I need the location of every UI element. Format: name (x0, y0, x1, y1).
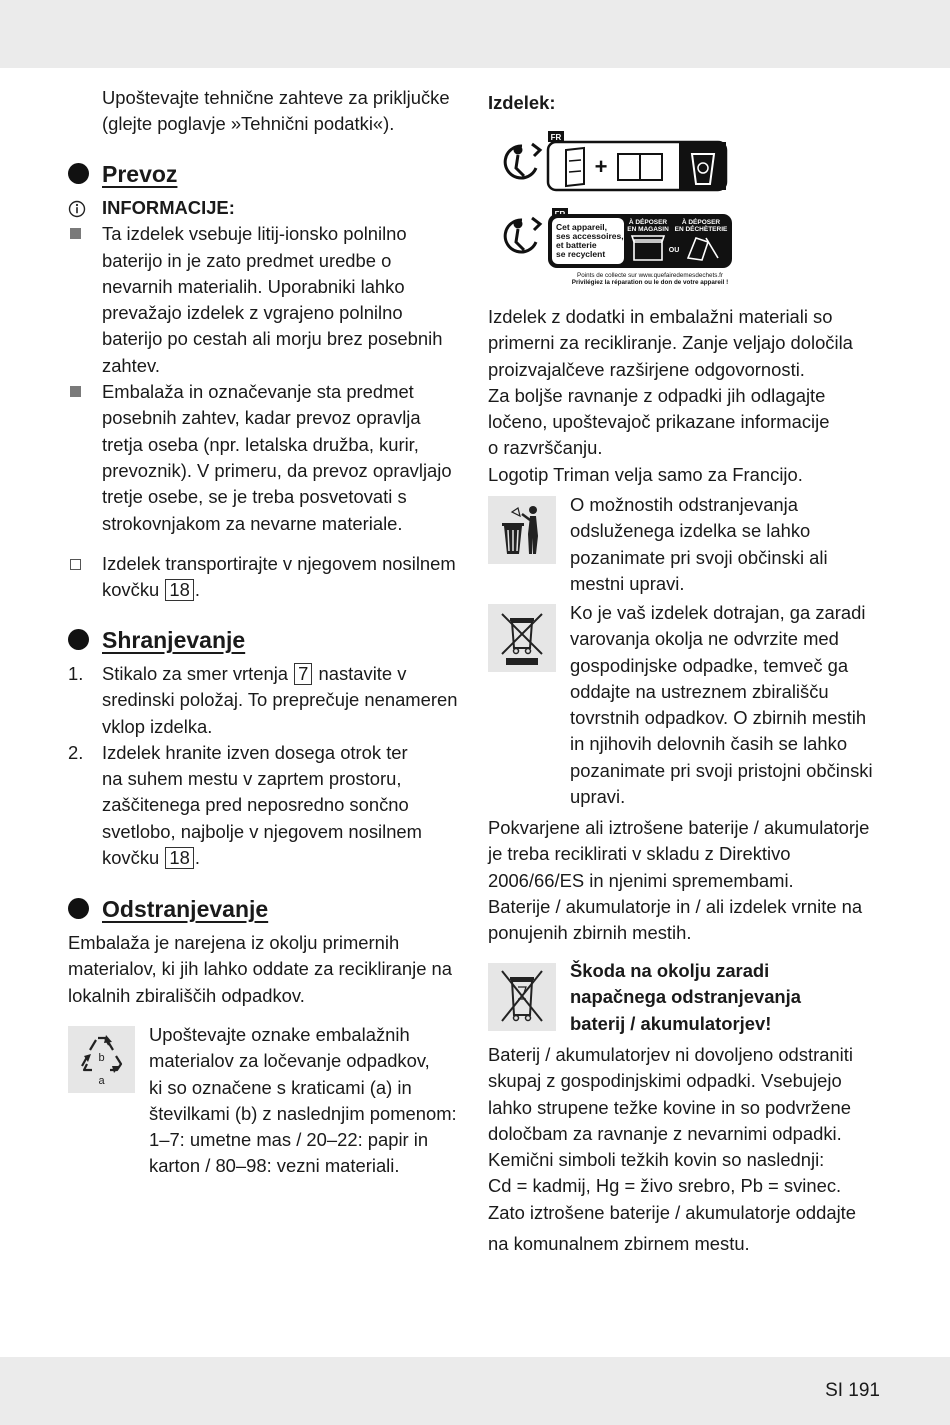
bullet-dot-icon (68, 163, 89, 184)
warning-heading: Škoda na okolju zaradi napačnega odstranjevanja baterij / akumulatorjev! (570, 960, 801, 1034)
recycling-paragraph: Izdelek z dodatki in embalažni materiali so primerni za recikliranje. Zanje veljajo določila proizvajalčeve razširjene odgovornosti. Za boljše ravnanje z odpadki jih odlagajte ločeno, upoštevajoč prikazane informacije o razvrščanju. Logotip Triman velja samo za Francijo. (488, 306, 853, 485)
square-bullet-icon (70, 228, 81, 239)
svg-text:EN MAGASIN: EN MAGASIN (627, 226, 669, 233)
figure-ref: 18 (165, 579, 193, 601)
waste-bin-person-icon (488, 496, 556, 564)
figure-ref: 7 (294, 663, 312, 685)
list-item: Ta izdelek vsebuje litij-ionsko polnilno baterijo in je zato predmet uredbe o nevarnih materialih. Uporabniki lahko prevažajo izdelek z vgrajeno polnilno baterijo po cestah ali morju brez posebnih zahtev. (68, 221, 463, 379)
section-heading-odstranjevanje: Odstranjevanje (68, 895, 463, 923)
intro-line: (glejte poglavje »Tehnični podatki«). (102, 113, 395, 135)
section-heading-prevoz: Prevoz (68, 160, 463, 188)
packaging-marking-text: Upoštevajte oznake embalažnih materialov za ločevanje odpadkov, ki so označene s kraticami (a) in številkami (b) z naslednjim pomenom: 1–7: umetne mas / 20–22: papir in karton / 80–98: vezni materiali. (149, 1024, 457, 1177)
section-heading-shranjevanje: Shranjevanje (68, 626, 463, 654)
info-icon (68, 195, 98, 221)
intro-text (68, 85, 463, 138)
top-band (0, 0, 950, 68)
crossed-out-battery-bin-icon (488, 963, 556, 1031)
shranjevanje-section (68, 626, 463, 654)
figure-ref: 18 (165, 847, 193, 869)
prevoz-section (68, 160, 463, 188)
info-block (68, 195, 463, 537)
bin-info-text: O možnostih odstranjevanja odsluženega izdelka se lahko pozanimate pri svoji občinski ali mestni upravi. (570, 494, 828, 594)
svg-text:FR: FR (550, 133, 562, 142)
checkbox-icon (70, 559, 81, 570)
info-heading: INFORMACIJE: (68, 195, 463, 221)
svg-text:+: + (594, 154, 608, 179)
recycling-symbol-icon (68, 1026, 135, 1093)
bullet-dot-icon (68, 898, 89, 919)
square-bullet-icon (70, 386, 81, 397)
svg-text:et batterie: et batterie (556, 240, 597, 250)
crossed-out-bin-icon (488, 604, 556, 672)
izdelek-label: Izdelek: (488, 92, 556, 113)
checklist-item: Izdelek transportirajte v njegovem nosilnem kovčku 18 . (68, 551, 463, 604)
battery-directive-paragraph: Pokvarjene ali iztrošene baterije / akumulatorje je treba reciklirati v skladu z Direktivo 2006/66/ES in njenimi spremembami. Baterije / akumulatorje in / ali izdelek vrnite na ponujenih zbirnih mestih. (488, 817, 870, 944)
bottom-band (0, 1357, 950, 1425)
storage-steps (68, 661, 463, 871)
list-item: Embalaža in označevanje sta predmet posebnih zahtev, kadar prevoz opravlja tretja oseba (npr. letalska družba, kurir, prevoznik). V primeru, da prevoz opravljajo tretje osebe, se je treba posvetovati s strokovnjakom za nevarne materiale. (68, 379, 463, 537)
weee-info-text: Ko je vaš izdelek dotrajan, ga zaradi varovanja okolja ne odvrzite med gospodinjske odpadke, temveč ga oddajte na ustreznem zbirališču tovrstnih odpadkov. O zbirnih mestih in njihovih delovnih časih se lahko pozanimate pri svoji pristojni občinski upravi. (570, 602, 873, 808)
svg-text:Privilégiez la réparation ou l: Privilégiez la réparation ou le don de votre appareil ! (571, 279, 729, 286)
svg-text:OU: OU (668, 247, 680, 254)
svg-text:Cet appareil,: Cet appareil, (556, 222, 608, 232)
svg-text:À DÉPOSER: À DÉPOSER (628, 219, 668, 226)
list-item: 1. Stikalo za smer vrtenja 7 nastavite v sredinski položaj. To preprečuje nenameren vklop izdelka. (68, 663, 458, 737)
heavy-metals-paragraph: Baterij / akumulatorjev ni dovoljeno odstraniti skupaj z gospodinjskimi odpadki. Vsebujejo lahko strupene težke kovine in so podvržene določbam za ravnanje z nevarnimi odpadki. Kemični simboli težkih kovin so naslednji: Cd = kadmij, Hg = živo srebro, Pb = svinec. Zato iztrošene baterije / akumulatorje oddajte na komunalnem zbirnem mestu. (488, 1044, 857, 1255)
svg-text:Points de collecte sur www.que: Points de collecte sur www.quefairedemesdechets.fr (577, 272, 723, 279)
list-item: 2. Izdelek hranite izven dosega otrok ter na suhem mestu v zaprtem prostoru, zaščitenega pred neposredno sončno svetlobo, najbolje v njegovem nosilnem kovčku 18 . (68, 741, 422, 869)
bullet-dot-icon (68, 629, 89, 650)
svg-text:EN DÉCHÈTERIE: EN DÉCHÈTERIE (674, 226, 728, 233)
svg-text:b: b (98, 1052, 105, 1064)
svg-text:a: a (98, 1075, 105, 1087)
intro-line: Upoštevajte tehnične zahteve za priključke (102, 87, 450, 108)
transport-check (68, 551, 463, 604)
disposal-paragraph: Embalaža je narejena iz okolju primernih materialov, ki jih lahko oddate za recikliranje na lokalnih zbirališčih odpadkov. (68, 932, 453, 1006)
triman-logo-icon (496, 128, 732, 288)
svg-text:ses accessoires,: ses accessoires, (556, 231, 624, 241)
svg-text:se recyclent: se recyclent (556, 249, 606, 259)
page-number: SI 191 (825, 1380, 880, 1401)
svg-text:À DÉPOSER: À DÉPOSER (681, 219, 721, 226)
odstranjevanje-section (68, 895, 463, 923)
